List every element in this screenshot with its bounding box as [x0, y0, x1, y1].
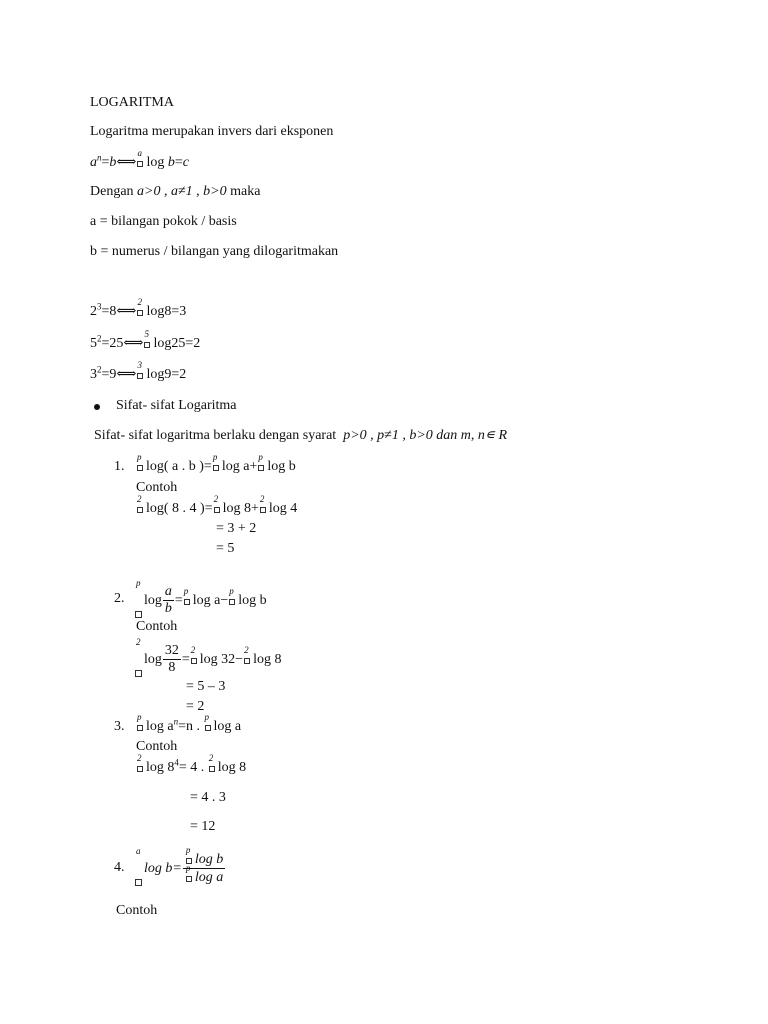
example-line: $2^3=8⟺$ 2 log8=3: [90, 297, 187, 319]
contoh-label: Contoh: [136, 739, 178, 754]
example-line: $5^2=25⟺$ 5 log25=2: [90, 329, 201, 351]
step-line: = 2: [186, 699, 205, 714]
def-a-line: a = bilangan pokok / basis: [90, 214, 237, 229]
property-formula: p log $\frac{a}{b}$ = p log a− p log b: [136, 578, 267, 617]
contoh-label: Contoh: [116, 903, 158, 918]
base-marker: a: [136, 154, 145, 168]
property-number: 3.: [114, 719, 125, 734]
property-formula: a log b= p log b p log a: [136, 845, 224, 886]
contoh-label: Contoh: [136, 619, 178, 634]
definition-formula: $a^n=b⟺$ a log b=c: [90, 148, 189, 170]
intro-text: Logaritma merupakan invers dari eksponen: [90, 124, 334, 139]
step-line: = 4 . 3: [190, 790, 226, 805]
contoh-label: Contoh: [136, 480, 178, 495]
step-line: = 5 – 3: [186, 679, 226, 694]
example-formula: 2 $\log 8^4= 4$ . 2 log 8: [137, 753, 247, 775]
property-number: 2.: [114, 591, 125, 606]
def-b-line: b = numerus / bilangan yang dilogaritmakan: [90, 244, 339, 259]
conditions-line: Dengan a>0 , a≠1 , b>0 maka: [90, 184, 261, 199]
step-line: = 12: [190, 819, 216, 834]
example-line: $3^2=9⟺$ 3 log9=2: [90, 360, 187, 382]
bullet-icon: [94, 404, 100, 410]
example-formula: 2 log $\frac{32}{8}$ = 2 log 32− 2 log 8: [136, 637, 282, 676]
page-title: LOGARITMA: [90, 95, 174, 110]
property-number: 1.: [114, 459, 125, 474]
syarat-line: Sifat- sifat logaritma berlaku dengan syarat p>0 , p≠1 , b>0 dan m, n∊ R: [94, 428, 507, 443]
section-heading: Sifat- sifat Logaritma: [116, 398, 237, 413]
example-formula: 2 log( 8 . 4 )= 2 log 8+ 2 log 4: [137, 494, 298, 516]
property-formula: p log( a . b )= p log a+ p log b: [137, 452, 296, 474]
step-line: = 5: [216, 541, 235, 556]
step-line: = 3 + 2: [216, 521, 257, 536]
property-formula: p $\log a^n=n$ . p log a: [137, 712, 242, 734]
property-number: 4.: [114, 860, 125, 875]
